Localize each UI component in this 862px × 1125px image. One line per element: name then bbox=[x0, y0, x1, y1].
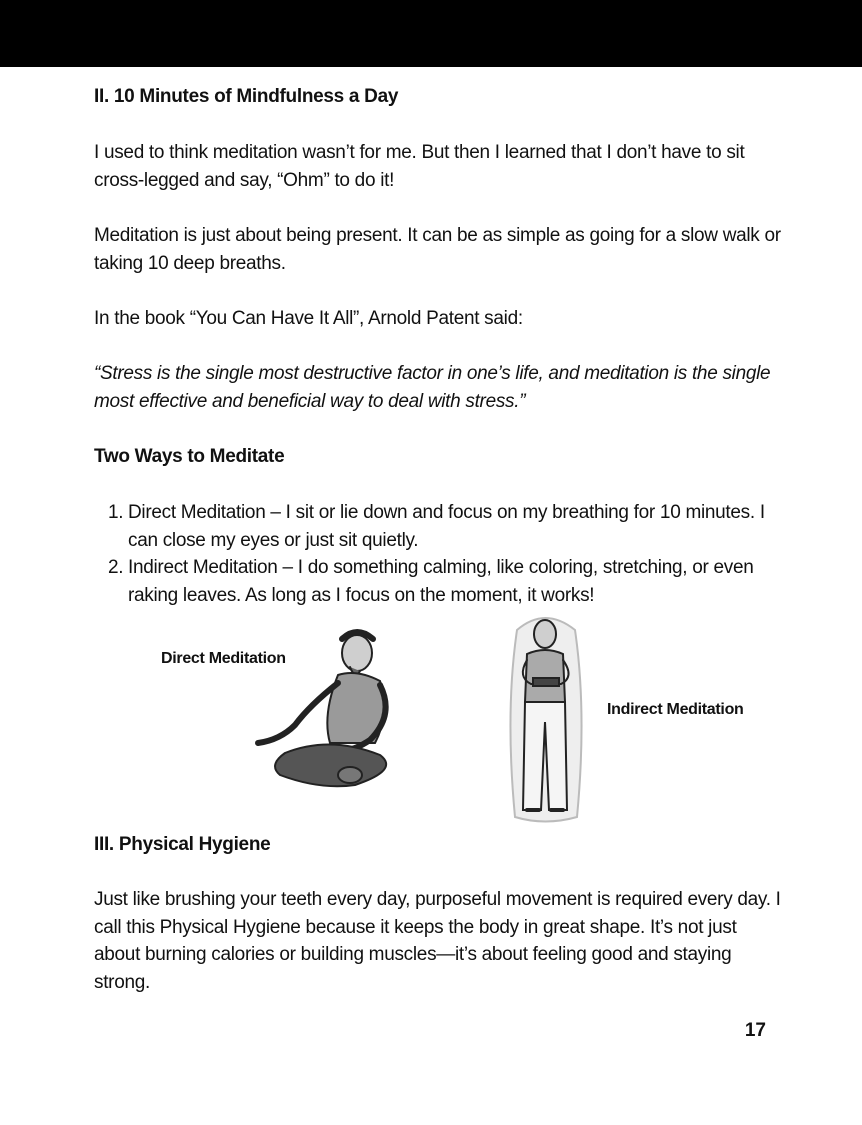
list-text: Direct Meditation – I sit or lie down and focus on my breathing for 10 minutes. I can close my eyes or just sit quietly. bbox=[128, 502, 765, 551]
seated-meditation-figure bbox=[250, 625, 410, 795]
paragraph-intro: I used to think meditation wasn’t for me. But then I learned that I don’t have to sit cross-legged and say, “Ohm” to do it! bbox=[94, 142, 745, 191]
caption-indirect-meditation: Indirect Meditation bbox=[607, 701, 744, 718]
section-heading-mindfulness: II. 10 Minutes of Mindfulness a Day bbox=[94, 86, 399, 107]
standing-meditation-figure bbox=[505, 612, 587, 824]
list-text: Indirect Meditation – I do something calming, like coloring, stretching, or even raking leaves. As long as I focus on the moment, it works! bbox=[128, 557, 754, 606]
stress-quote: “Stress is the single most destructive factor in one’s life, and meditation is the single most effective and beneficial way to deal with stress.” bbox=[94, 363, 771, 412]
list-item-indirect bbox=[108, 554, 778, 609]
paragraph-meditation-present: Meditation is just about being present. It can be as simple as going for a slow walk or taking 10 deep breaths. bbox=[94, 225, 781, 274]
section-heading-physical-hygiene: III. Physical Hygiene bbox=[94, 834, 271, 855]
subheading-two-ways: Two Ways to Meditate bbox=[94, 446, 285, 467]
page-number: 17 bbox=[744, 1020, 766, 1041]
caption-direct-meditation: Direct Meditation bbox=[161, 650, 286, 667]
list-item-direct bbox=[108, 499, 778, 554]
list-number: 1. bbox=[108, 502, 124, 523]
paragraph-book-reference: In the book “You Can Have It All”, Arnold Patent said: bbox=[94, 308, 523, 329]
paragraph-physical-hygiene: Just like brushing your teeth every day, purposeful movement is required every day. I call this Physical Hygiene because it keeps the body in great shape. It’s not just about burning calories or building muscles—it’s about feeling good and staying strong. bbox=[94, 889, 781, 993]
list-number: 2. bbox=[108, 557, 124, 578]
top-black-band bbox=[0, 0, 862, 67]
